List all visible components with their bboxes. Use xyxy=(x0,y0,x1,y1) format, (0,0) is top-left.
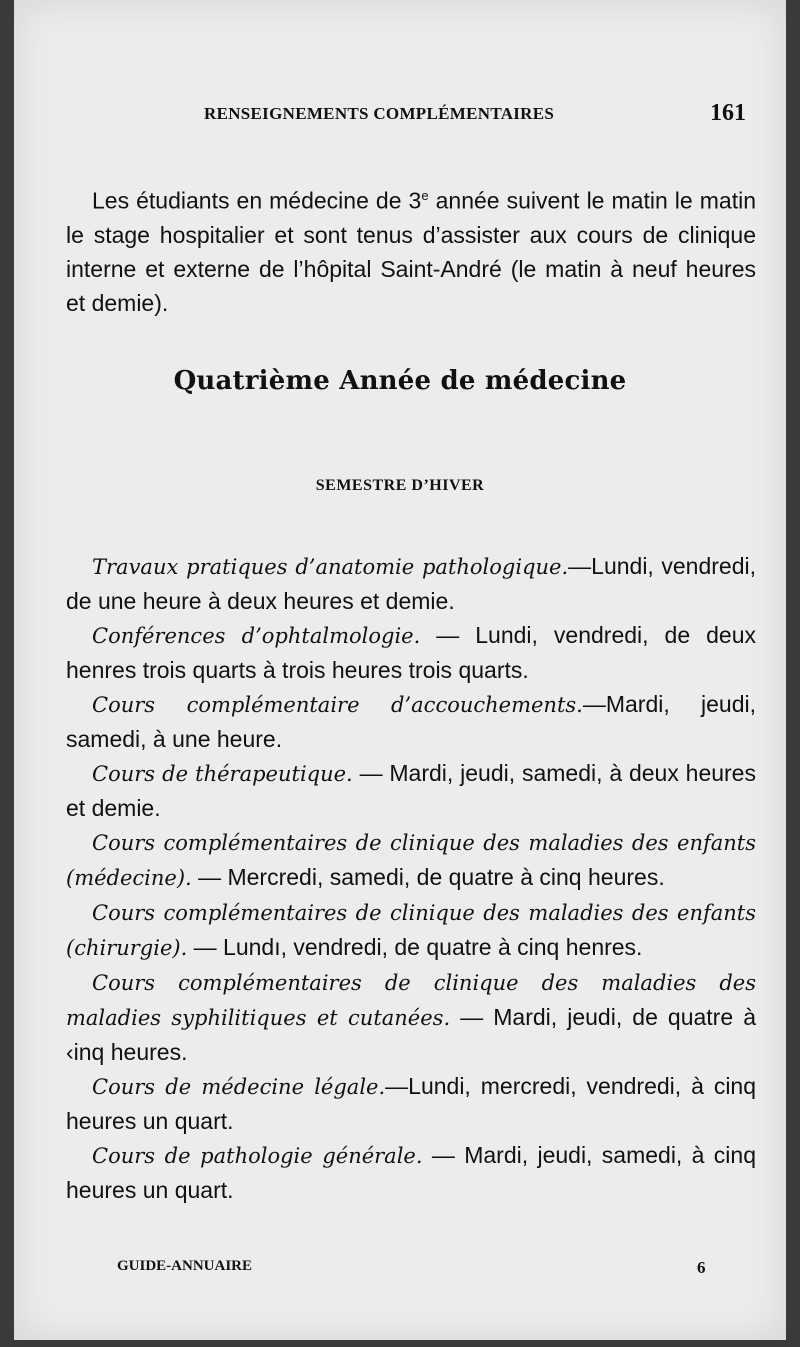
intro-text-end: année suivent le matin le matin le stage hospitalier et sont tenus d’assister aux cours de clinique interne et externe de l’hôpital Saint-André (le matin à neuf heures et demie). xyxy=(66,187,756,316)
course-entry xyxy=(66,756,756,825)
course-schedule: — Lundi, vendredi, de deux henres trois quarts à trois heures trois quarts. xyxy=(66,622,756,683)
course-title: Cours de médecine légale. xyxy=(92,1075,386,1099)
course-title: Cours complémentaires de clinique des maladies des maladies syphilitiques et cutanées. xyxy=(66,971,756,1030)
course-schedule: — Mardi, jeudi, de quatre à ‹inq heures. xyxy=(66,1004,756,1065)
semester-heading: SEMESTRE D’HIVER xyxy=(315,477,485,494)
intro-paragraph xyxy=(66,179,756,320)
course-title: Cours de thérapeutique. xyxy=(92,762,353,786)
running-title: RENSEIGNEMENTS COMPLÉMENTAIRES xyxy=(204,104,555,123)
footer-title: GUIDE-ANNUAIRE xyxy=(117,1258,253,1274)
course-schedule: —Lundi, mercredi, vendredi, à cinq heures un quart. xyxy=(66,1073,757,1134)
signature-mark: 6 xyxy=(697,1258,706,1277)
course-entry xyxy=(66,1138,756,1207)
book-page xyxy=(14,0,786,1340)
section-heading: Quatrième Année de médecine xyxy=(173,366,627,396)
course-title: Conférences d’ophtalmologie. xyxy=(92,624,421,648)
course-entry xyxy=(66,618,756,687)
course-entry xyxy=(66,549,756,618)
course-schedule: — Lundı, vendredi, de quatre à cinq henres. xyxy=(187,934,643,960)
intro-text-start: Les étudiants en médecine de 3 xyxy=(92,187,422,214)
course-entry xyxy=(66,825,756,895)
course-title: Cours complémentaires de clinique des maladies des enfants (médecine). xyxy=(66,831,756,890)
course-list xyxy=(66,549,756,1207)
course-schedule: —Mardi, jeudi, samedi, à une heure. xyxy=(66,691,756,752)
course-title: Cours complémentaire d’accouchements. xyxy=(92,693,583,717)
course-entry xyxy=(66,965,756,1069)
course-schedule: —Lundi, vendredi, de une heure à deux heures et demie. xyxy=(66,553,756,614)
course-schedule: — Mercredi, samedi, de quatre à cinq heures. xyxy=(191,864,665,890)
page-footer xyxy=(14,1258,786,1282)
course-entry xyxy=(66,1069,756,1138)
page-number: 161 xyxy=(710,100,746,126)
intro-superscript: e xyxy=(421,188,429,203)
course-title: Cours de pathologie générale. xyxy=(92,1144,423,1168)
course-entry xyxy=(66,687,756,756)
course-title: Travaux pratiques d’anatomie pathologique. xyxy=(92,555,569,579)
course-entry xyxy=(66,895,756,965)
course-title: Cours complémentaires de clinique des maladies des enfants (chirurgie). xyxy=(66,901,756,960)
running-head xyxy=(14,100,786,132)
course-schedule: — Mardi, jeudi, samedi, à cinq heures un quart. xyxy=(66,1142,756,1203)
course-schedule: — Mardi, jeudi, samedi, à deux heures et demie. xyxy=(66,760,756,821)
